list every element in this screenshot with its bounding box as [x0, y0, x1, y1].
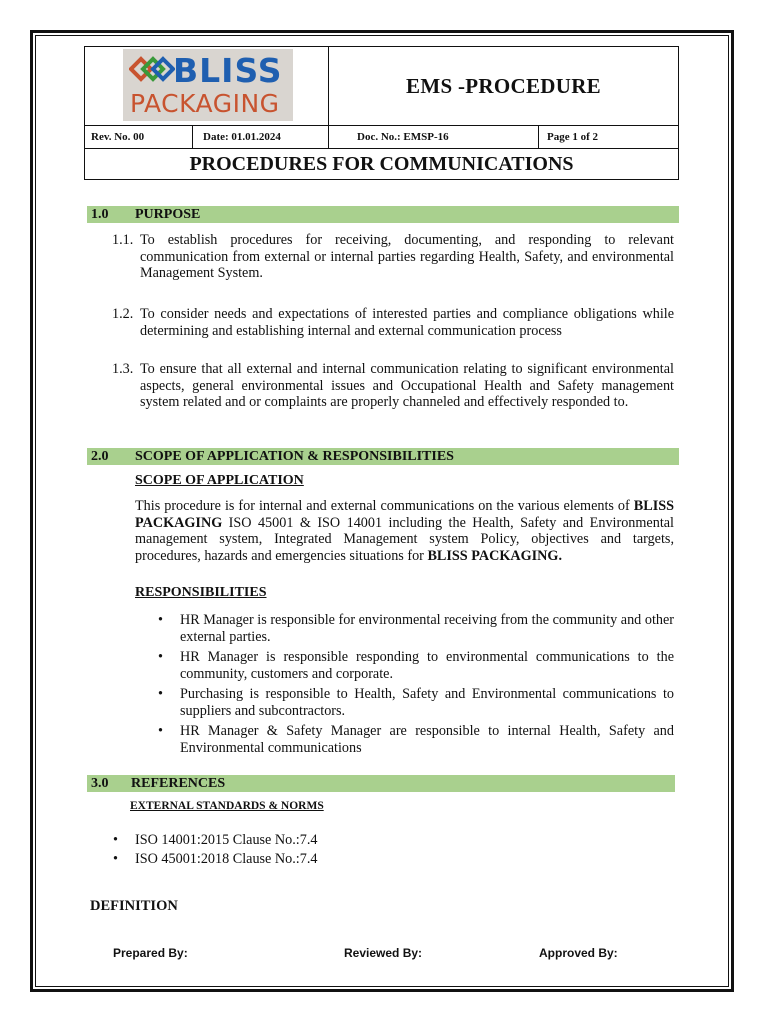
approved-by-label: Approved By:	[539, 946, 618, 960]
external-standards-heading: EXTERNAL STANDARDS & NORMS	[130, 800, 324, 812]
scope-text-2: ISO 45001 & ISO 14001 including the Health, Safety and Environmental management system, Integrated Management system Policy, objectives and targets, procedures, hazards and emergencies situations for	[135, 514, 674, 564]
purpose-item-1-number: 1.1.	[112, 232, 134, 248]
section-1-number: 1.0	[91, 207, 109, 222]
scope-text-1: This procedure is for internal and external communications on the various elements of	[135, 498, 630, 514]
responsibility-item: • HR Manager is responsible for environmental receiving from the community and other external parties.	[180, 612, 674, 645]
scope-paragraph	[135, 498, 674, 564]
purpose-item-2-text: To consider needs and expectations of interested parties and compliance obligations while determining and establishing internal and external communication process	[140, 306, 674, 339]
purpose-item-1	[112, 232, 674, 282]
logo-cell	[85, 47, 329, 125]
scope-company-end: BLISS PACKAGING.	[427, 547, 562, 564]
logo-diamond-icon	[129, 55, 175, 93]
section-3-number: 3.0	[91, 776, 109, 791]
doc-date: Date: 01.01.2024	[193, 126, 329, 148]
doc-number: Doc. No.: EMSP-16	[329, 126, 539, 148]
scope-company: BLISS PACKAGING	[135, 498, 674, 531]
responsibility-item: • HR Manager & Safety Manager are responsible to internal Health, Safety and Environmental communications	[180, 723, 674, 756]
company-logo	[123, 49, 293, 121]
purpose-item-3-number: 1.3.	[112, 361, 134, 377]
section-1-header	[87, 206, 679, 223]
prepared-by-label: Prepared By:	[113, 946, 188, 960]
header-table	[84, 46, 679, 180]
reviewed-by-label: Reviewed By:	[344, 946, 423, 960]
responsibility-item: • HR Manager is responsible responding to environmental communications to the community, customers and corporate.	[180, 649, 674, 682]
doc-info-row	[85, 125, 678, 149]
doc-type-cell	[329, 47, 678, 125]
rev-no: Rev. No. 00	[85, 126, 193, 148]
purpose-item-2-number: 1.2.	[112, 306, 134, 322]
section-3-title: REFERENCES	[131, 776, 226, 791]
purpose-item-2	[112, 306, 674, 339]
doc-title-row	[85, 149, 678, 179]
purpose-item-1-text: To establish procedures for receiving, documenting, and responding to relevant communication from external or internal parties regarding Health, Safety, and environmental Management System.	[140, 232, 674, 281]
section-1-title: PURPOSE	[135, 207, 201, 222]
section-3-header	[87, 775, 675, 792]
page-number: Page 1 of 2	[547, 131, 599, 143]
reference-item: • ISO 14001:2015 Clause No.:7.4	[135, 832, 535, 849]
reference-item: • ISO 45001:2018 Clause No.:7.4	[135, 851, 535, 868]
responsibilities-list	[180, 612, 674, 760]
logo-text-bliss: BLISS	[173, 51, 283, 90]
purpose-item-3	[112, 361, 674, 411]
logo-text-packaging: PACKAGING	[130, 89, 280, 118]
responsibility-item: • Purchasing is responsible to Health, Safety and Environmental communications to suppliers and subcontractors.	[180, 686, 674, 719]
scope-heading: SCOPE OF APPLICATION	[135, 473, 304, 488]
responsibilities-heading: RESPONSIBILITIES	[135, 585, 267, 600]
section-2-title: SCOPE OF APPLICATION & RESPONSIBILITIES	[135, 449, 454, 464]
purpose-item-3-text: To ensure that all external and internal communication relating to significant environmental aspects, general environmental issues and Occupational Health and Safety management system related and or complaints are properly channeled and effectively responded to.	[140, 361, 674, 410]
section-2-number: 2.0	[91, 449, 109, 464]
doc-title: PROCEDURES FOR COMMUNICATIONS	[189, 152, 574, 175]
references-list	[135, 832, 535, 871]
section-2-header	[87, 448, 679, 465]
doc-type: EMS -PROCEDURE	[406, 73, 601, 98]
definition-heading: DEFINITION	[90, 898, 178, 914]
